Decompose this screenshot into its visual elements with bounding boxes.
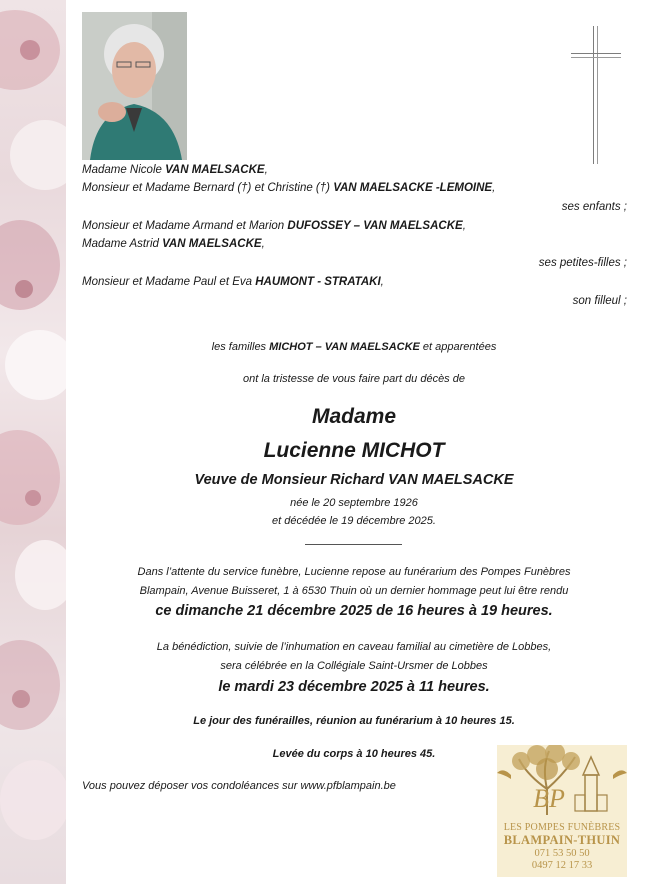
ceremony-line-2: sera célébrée en la Collégiale Saint-Ursmer de Lobbes <box>220 660 488 672</box>
logo-phone-1: 071 53 50 50 <box>534 848 590 859</box>
grandchildren-line-2: Madame Astrid VAN MAELSACKE, <box>82 238 265 250</box>
cross-icon-bar <box>571 53 621 58</box>
tree-church-emblem <box>497 745 627 817</box>
visitation-time: ce dimanche 21 décembre 2025 de 16 heures à 19 heures. <box>155 603 553 619</box>
families-line: les familles MICHOT – VAN MAELSACKE et apparentées <box>211 341 497 353</box>
godson-label: son filleul ; <box>572 295 627 307</box>
condolences-line: Vous pouvez déposer vos condoléances sur www.pfblampain.be <box>82 780 396 792</box>
svg-text:BP: BP <box>533 784 565 813</box>
logo-phone-2: 0497 12 17 33 <box>531 860 593 871</box>
separator-line <box>305 544 402 545</box>
children-line-1: Madame Nicole VAN MAELSACKE, <box>82 164 268 176</box>
children-line-2: Monsieur et Madame Bernard (†) et Christine (†) VAN MAELSACKE -LEMOINE, <box>82 182 496 194</box>
grandchildren-line-1: Monsieur et Madame Armand et Marion DUFOSSEY – VAN MAELSACKE, <box>82 220 466 232</box>
levee-line: Levée du corps à 10 heures 45. <box>272 748 436 760</box>
logo-line-1: LES POMPES FUNÈBRES <box>503 822 621 833</box>
deceased-title: Madame <box>311 405 397 428</box>
ceremony-time: le mardi 23 décembre 2025 à 11 heures. <box>218 679 490 695</box>
children-label: ses enfants ; <box>561 201 627 213</box>
service-line-2: Blampain, Avenue Buisseret, 1 à 6530 Thuin où un dernier hommage peut lui être rendu <box>139 585 569 597</box>
widow-line: Veuve de Monsieur Richard VAN MAELSACKE <box>194 472 514 488</box>
birth-date: née le 20 septembre 1926 <box>290 497 418 509</box>
service-line-1: Dans l’attente du service funèbre, Lucienne repose au funérarium des Pompes Funèbres <box>137 566 571 578</box>
portrait-photo <box>82 12 187 160</box>
meeting-line: Le jour des funérailles, réunion au funérarium à 10 heures 15. <box>193 715 515 727</box>
deceased-name: Lucienne MICHOT <box>263 439 445 462</box>
logo-line-2: BLAMPAIN-THUIN <box>503 833 621 847</box>
announce-line: ont la tristesse de vous faire part du décès de <box>243 373 465 385</box>
cross-icon <box>593 26 598 164</box>
grandchildren-label: ses petites-filles ; <box>538 257 627 269</box>
funeral-home-logo <box>497 745 627 877</box>
blossom-border <box>0 0 66 884</box>
death-date: et décédée le 19 décembre 2025. <box>272 515 436 527</box>
ceremony-line-1: La bénédiction, suivie de l’inhumation en caveau familial au cimetière de Lobbes, <box>156 641 552 653</box>
godson-line: Monsieur et Madame Paul et Eva HAUMONT - STRATAKI, <box>82 276 384 288</box>
